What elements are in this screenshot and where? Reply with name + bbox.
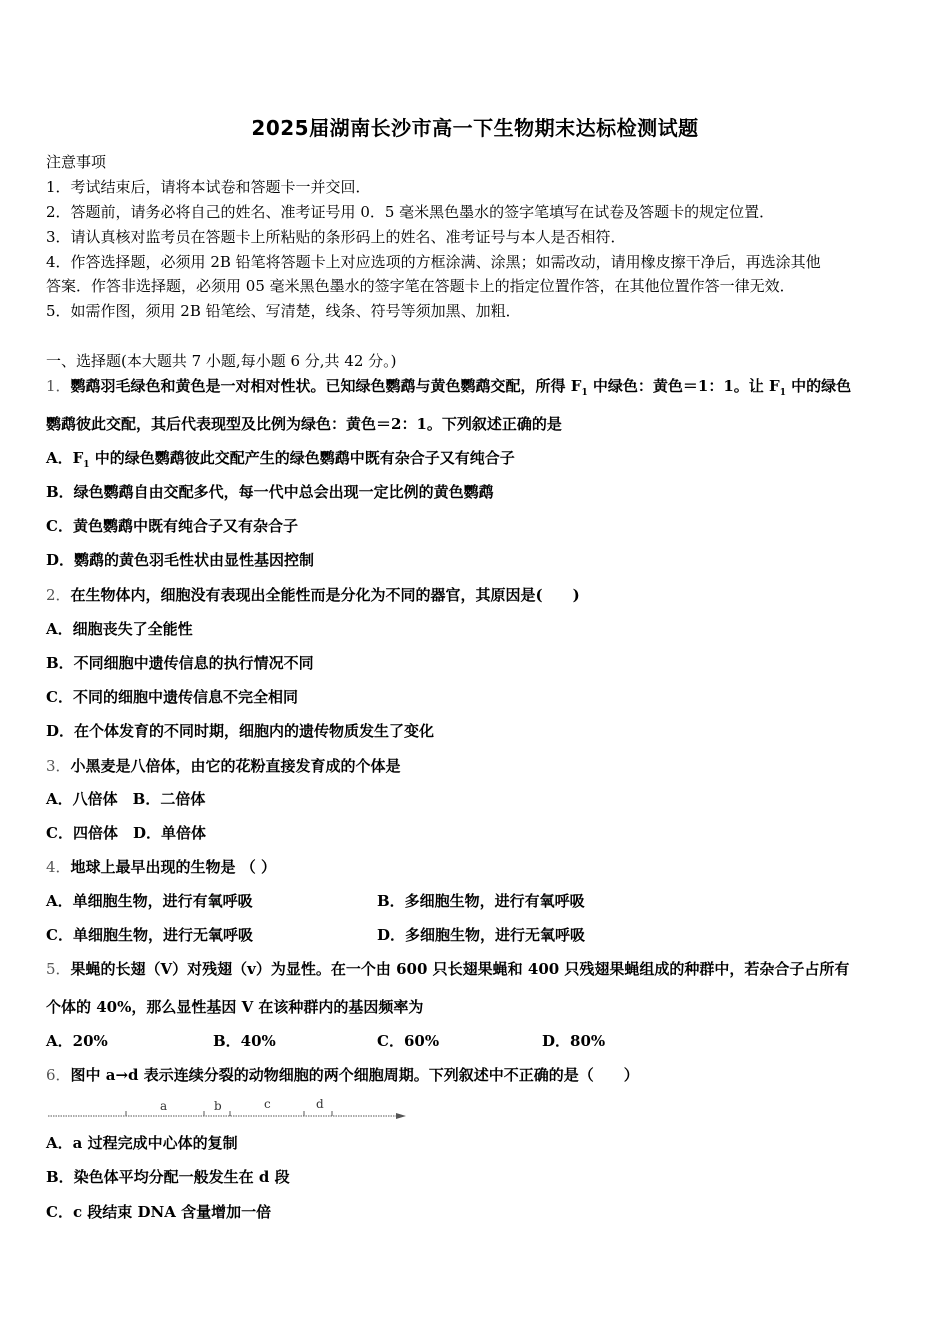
segment-label-a: a — [160, 1099, 168, 1113]
question-2-stem: 2．在生物体内，细胞没有表现出全能性而是分化为不同的器官，其原因是( ) — [46, 586, 580, 604]
notice-item: 3．请认真核对监考员在答题卡上所粘贴的条形码上的姓名、准考证号与本人是否相符． — [46, 228, 626, 246]
question-5-stem-line1: 5．果蝇的长翅（V）对残翅（v）为显性。在一个由 600 只长翅果蝇和 400 只残翅果蝇组成的种群中，若杂合子占所有 — [46, 960, 850, 978]
question-1-stem-line1: 1．鹦鹉羽毛绿色和黄色是一对相对性状。已知绿色鹦鹉与黄色鹦鹉交配，所得 $F_1$ 中绿色：黄色＝1：1。让 $F_1$ 中的绿色 — [46, 377, 852, 398]
question-5-option-c: C．60% — [377, 1032, 440, 1050]
question-number: 6． — [46, 1066, 71, 1084]
question-3-stem: 3．小黑麦是八倍体，由它的花粉直接发育成的个体是 — [46, 757, 401, 775]
segment-label-d: d — [316, 1097, 324, 1111]
question-number: 1． — [46, 377, 71, 395]
notice-item: 5．如需作图，须用 2B 铅笔绘、写清楚，线条、符号等须加黑、加粗． — [46, 302, 521, 320]
question-4-option-d: D．多细胞生物，进行无氧呼吸 — [377, 926, 586, 944]
question-2-option-b: B．不同细胞中遗传信息的执行情况不同 — [46, 654, 314, 672]
question-3-options-ab: A．八倍体 B．二倍体 — [46, 790, 206, 808]
segment-label-c: c — [264, 1097, 271, 1111]
segment-label-b: b — [214, 1099, 222, 1113]
timeline-arrowhead — [396, 1113, 406, 1119]
question-number: 4． — [46, 858, 71, 876]
question-2-option-a: A．细胞丧失了全能性 — [46, 620, 193, 638]
question-1-option-b: B．绿色鹦鹉自由交配多代，每一代中总会出现一定比例的黄色鹦鹉 — [46, 483, 494, 501]
question-number: 2． — [46, 586, 71, 604]
question-4-option-c: C．单细胞生物，进行无氧呼吸 — [46, 926, 253, 944]
question-1-option-c: C．黄色鹦鹉中既有纯合子又有杂合子 — [46, 517, 298, 535]
question-3-options-cd: C．四倍体 D．单倍体 — [46, 824, 206, 842]
notice-item: 4．作答选择题，必须用 2B 铅笔将答题卡上对应选项的方框涂满、涂黑；如需改动，请用橡皮擦干净后，再选涂其他 — [46, 253, 821, 271]
question-number: 3． — [46, 757, 71, 775]
question-4-option-a: A．单细胞生物，进行有氧呼吸 — [46, 892, 253, 910]
notice-item: 答案．作答非选择题，必须用 05 毫米黑色墨水的签字笔在答题卡上的指定位置作答，在其他位置作答一律无效． — [46, 277, 795, 295]
section-heading: 一、选择题(本大题共 7 小题,每小题 6 分,共 42 分。) — [46, 352, 397, 370]
notice-heading: 注意事项 — [46, 153, 107, 171]
question-number: 5． — [46, 960, 71, 978]
question-5-stem-line2: 个体的 40%，那么显性基因 V 在该种群内的基因频率为 — [46, 998, 424, 1016]
page-title: 2025届湖南长沙市高一下生物期末达标检测试题 — [251, 116, 699, 140]
question-6-option-a: A．a 过程完成中心体的复制 — [46, 1134, 238, 1152]
question-4-option-b: B．多细胞生物，进行有氧呼吸 — [377, 892, 585, 910]
cell-cycle-diagram — [46, 1094, 416, 1124]
question-6-stem: 6．图中 a→d 表示连续分裂的动物细胞的两个细胞周期。下列叙述中不正确的是（ ） — [46, 1066, 639, 1084]
notice-item: 2．答题前，请务必将自己的姓名、准考证号用 0．5 毫米黑色墨水的签字笔填写在试卷及答题卡的规定位置． — [46, 203, 775, 221]
question-6-option-b: B．染色体平均分配一般发生在 d 段 — [46, 1168, 290, 1186]
question-2-option-c: C．不同的细胞中遗传信息不完全相同 — [46, 688, 298, 706]
question-1-stem-line2: 鹦鹉彼此交配，其后代表现型及比例为绿色：黄色＝2：1。下列叙述正确的是 — [46, 415, 562, 433]
question-1-option-d: D．鹦鹉的黄色羽毛性状由显性基因控制 — [46, 551, 315, 569]
question-5-option-a: A．20% — [46, 1032, 108, 1050]
notice-item: 1．考试结束后，请将本试卷和答题卡一并交回． — [46, 178, 371, 196]
question-4-stem: 4．地球上最早出现的生物是 （ ） — [46, 858, 276, 876]
question-1-option-a: A．$F_1$ 中的绿色鹦鹉彼此交配产生的绿色鹦鹉中既有杂合子又有纯合子 — [46, 449, 515, 470]
question-2-option-d: D．在个体发育的不同时期，细胞内的遗传物质发生了变化 — [46, 722, 435, 740]
question-5-option-b: B．40% — [213, 1032, 276, 1050]
question-5-option-d: D．80% — [542, 1032, 606, 1050]
question-6-option-c: C．c 段结束 DNA 含量增加一倍 — [46, 1203, 272, 1221]
